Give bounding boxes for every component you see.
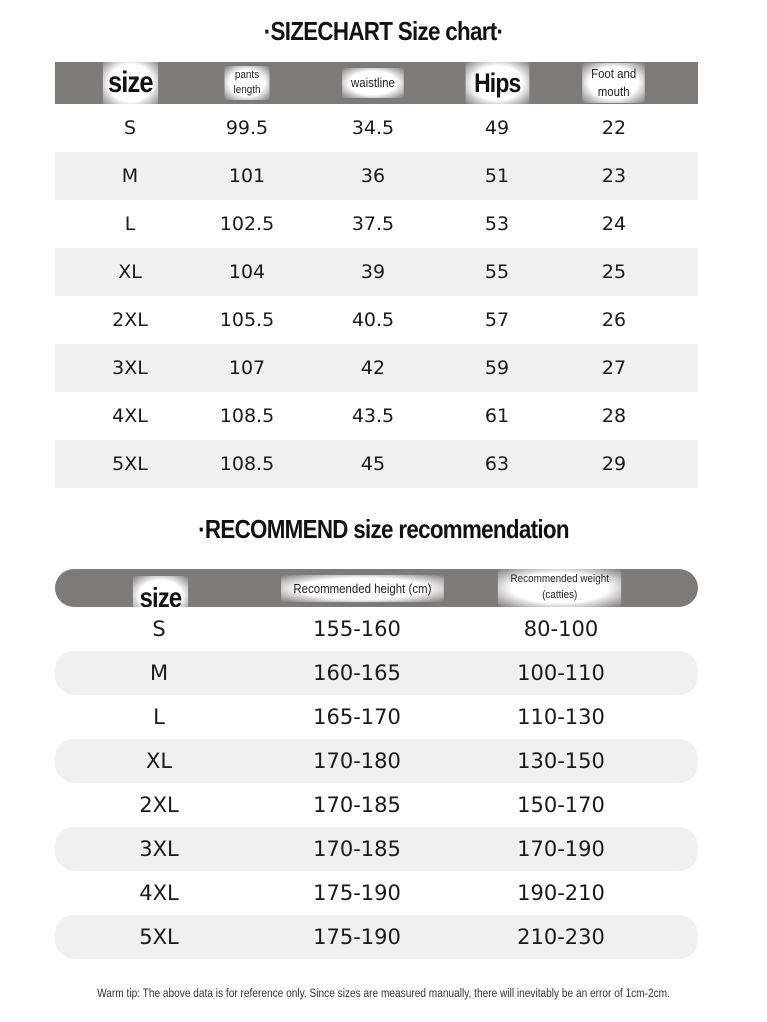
cell-height: 155-160 <box>313 617 401 641</box>
warm-tip: Warm tip: The above data is for reference only. Since sizes are measured manually, there will inevitably be an error of 1cm-2cm. <box>97 988 670 1000</box>
table-row <box>55 783 698 827</box>
cell-size: S <box>152 617 166 641</box>
cell-size: L <box>124 213 136 235</box>
cell-pants-length: 108.5 <box>219 405 275 427</box>
cell-height: 170-180 <box>313 749 401 773</box>
cell-weight: 130-150 <box>517 749 605 773</box>
table-row <box>55 248 698 296</box>
cell-pants-length: 108.5 <box>219 453 275 475</box>
cell-weight: 150-170 <box>517 793 605 817</box>
cell-pants-length: 104 <box>228 261 266 283</box>
recommendation-header <box>55 569 698 607</box>
header-rec-height: Recommended height (cm) <box>267 569 457 607</box>
cell-height: 175-190 <box>313 881 401 905</box>
cell-size: 2XL <box>112 309 148 331</box>
cell-hips: 53 <box>484 213 510 235</box>
cell-height: 160-165 <box>313 661 401 685</box>
table-row <box>55 440 698 488</box>
cell-hips: 61 <box>484 405 510 427</box>
cell-size: 2XL <box>139 793 179 817</box>
cell-height: 165-170 <box>313 705 401 729</box>
cell-weight: 80-100 <box>523 617 599 641</box>
cell-hips: 59 <box>484 357 510 379</box>
cell-waistline: 43.5 <box>351 405 395 427</box>
cell-hips: 57 <box>484 309 510 331</box>
table-row <box>55 104 698 152</box>
cell-weight: 170-190 <box>517 837 605 861</box>
cell-size: 5XL <box>139 925 179 949</box>
size-chart-table <box>55 62 698 488</box>
cell-size: S <box>123 117 137 139</box>
recommendation-table <box>55 569 698 959</box>
cell-weight: 210-230 <box>517 925 605 949</box>
size-chart-title: ·SIZECHART Size chart· <box>263 16 504 46</box>
cell-foot-mouth: 28 <box>601 405 627 427</box>
cell-hips: 49 <box>484 117 510 139</box>
header-hips: Hips <box>453 62 541 104</box>
table-row <box>55 739 698 783</box>
header-rec-size: size <box>95 569 225 607</box>
cell-pants-length: 101 <box>228 165 266 187</box>
table-row <box>55 915 698 959</box>
cell-waistline: 40.5 <box>351 309 395 331</box>
cell-weight: 110-130 <box>517 705 605 729</box>
cell-foot-mouth: 25 <box>601 261 627 283</box>
size-chart-body <box>55 104 698 488</box>
header-size: size <box>75 62 185 104</box>
cell-height: 170-185 <box>313 793 401 817</box>
cell-pants-length: 105.5 <box>219 309 275 331</box>
cell-foot-mouth: 24 <box>601 213 627 235</box>
cell-weight: 100-110 <box>517 661 605 685</box>
cell-size: 3XL <box>112 357 148 379</box>
cell-size: L <box>153 705 165 729</box>
header-foot-mouth: Foot and mouth <box>567 62 661 104</box>
table-row <box>55 392 698 440</box>
cell-waistline: 39 <box>360 261 386 283</box>
cell-waistline: 45 <box>360 453 386 475</box>
table-row <box>55 871 698 915</box>
cell-pants-length: 102.5 <box>219 213 275 235</box>
cell-pants-length: 99.5 <box>225 117 269 139</box>
cell-hips: 51 <box>484 165 510 187</box>
cell-size: M <box>121 165 139 187</box>
cell-foot-mouth: 26 <box>601 309 627 331</box>
cell-size: 4XL <box>139 881 179 905</box>
cell-height: 170-185 <box>313 837 401 861</box>
table-row <box>55 827 698 871</box>
cell-hips: 63 <box>484 453 510 475</box>
table-row <box>55 695 698 739</box>
size-chart-header <box>55 62 698 104</box>
cell-foot-mouth: 22 <box>601 117 627 139</box>
cell-size: 5XL <box>112 453 148 475</box>
table-row <box>55 344 698 392</box>
cell-size: XL <box>145 749 173 773</box>
recommendation-body <box>55 607 698 959</box>
header-waistline: waistline <box>323 62 423 104</box>
table-row <box>55 651 698 695</box>
table-row <box>55 607 698 651</box>
cell-size: 4XL <box>112 405 148 427</box>
cell-waistline: 36 <box>360 165 386 187</box>
cell-weight: 190-210 <box>517 881 605 905</box>
cell-waistline: 37.5 <box>351 213 395 235</box>
cell-size: 3XL <box>139 837 179 861</box>
cell-foot-mouth: 27 <box>601 357 627 379</box>
cell-foot-mouth: 29 <box>601 453 627 475</box>
cell-waistline: 42 <box>360 357 386 379</box>
table-row <box>55 200 698 248</box>
cell-hips: 55 <box>484 261 510 283</box>
recommendation-title: ·RECOMMEND size recommendation <box>198 514 569 544</box>
cell-size: XL <box>118 261 142 283</box>
header-rec-weight: Recommended weight (catties) <box>489 569 631 607</box>
cell-foot-mouth: 23 <box>601 165 627 187</box>
table-row <box>55 296 698 344</box>
cell-waistline: 34.5 <box>351 117 395 139</box>
header-pants-length: pants length <box>205 62 289 104</box>
cell-size: M <box>149 661 169 685</box>
table-row <box>55 152 698 200</box>
cell-pants-length: 107 <box>228 357 266 379</box>
cell-height: 175-190 <box>313 925 401 949</box>
